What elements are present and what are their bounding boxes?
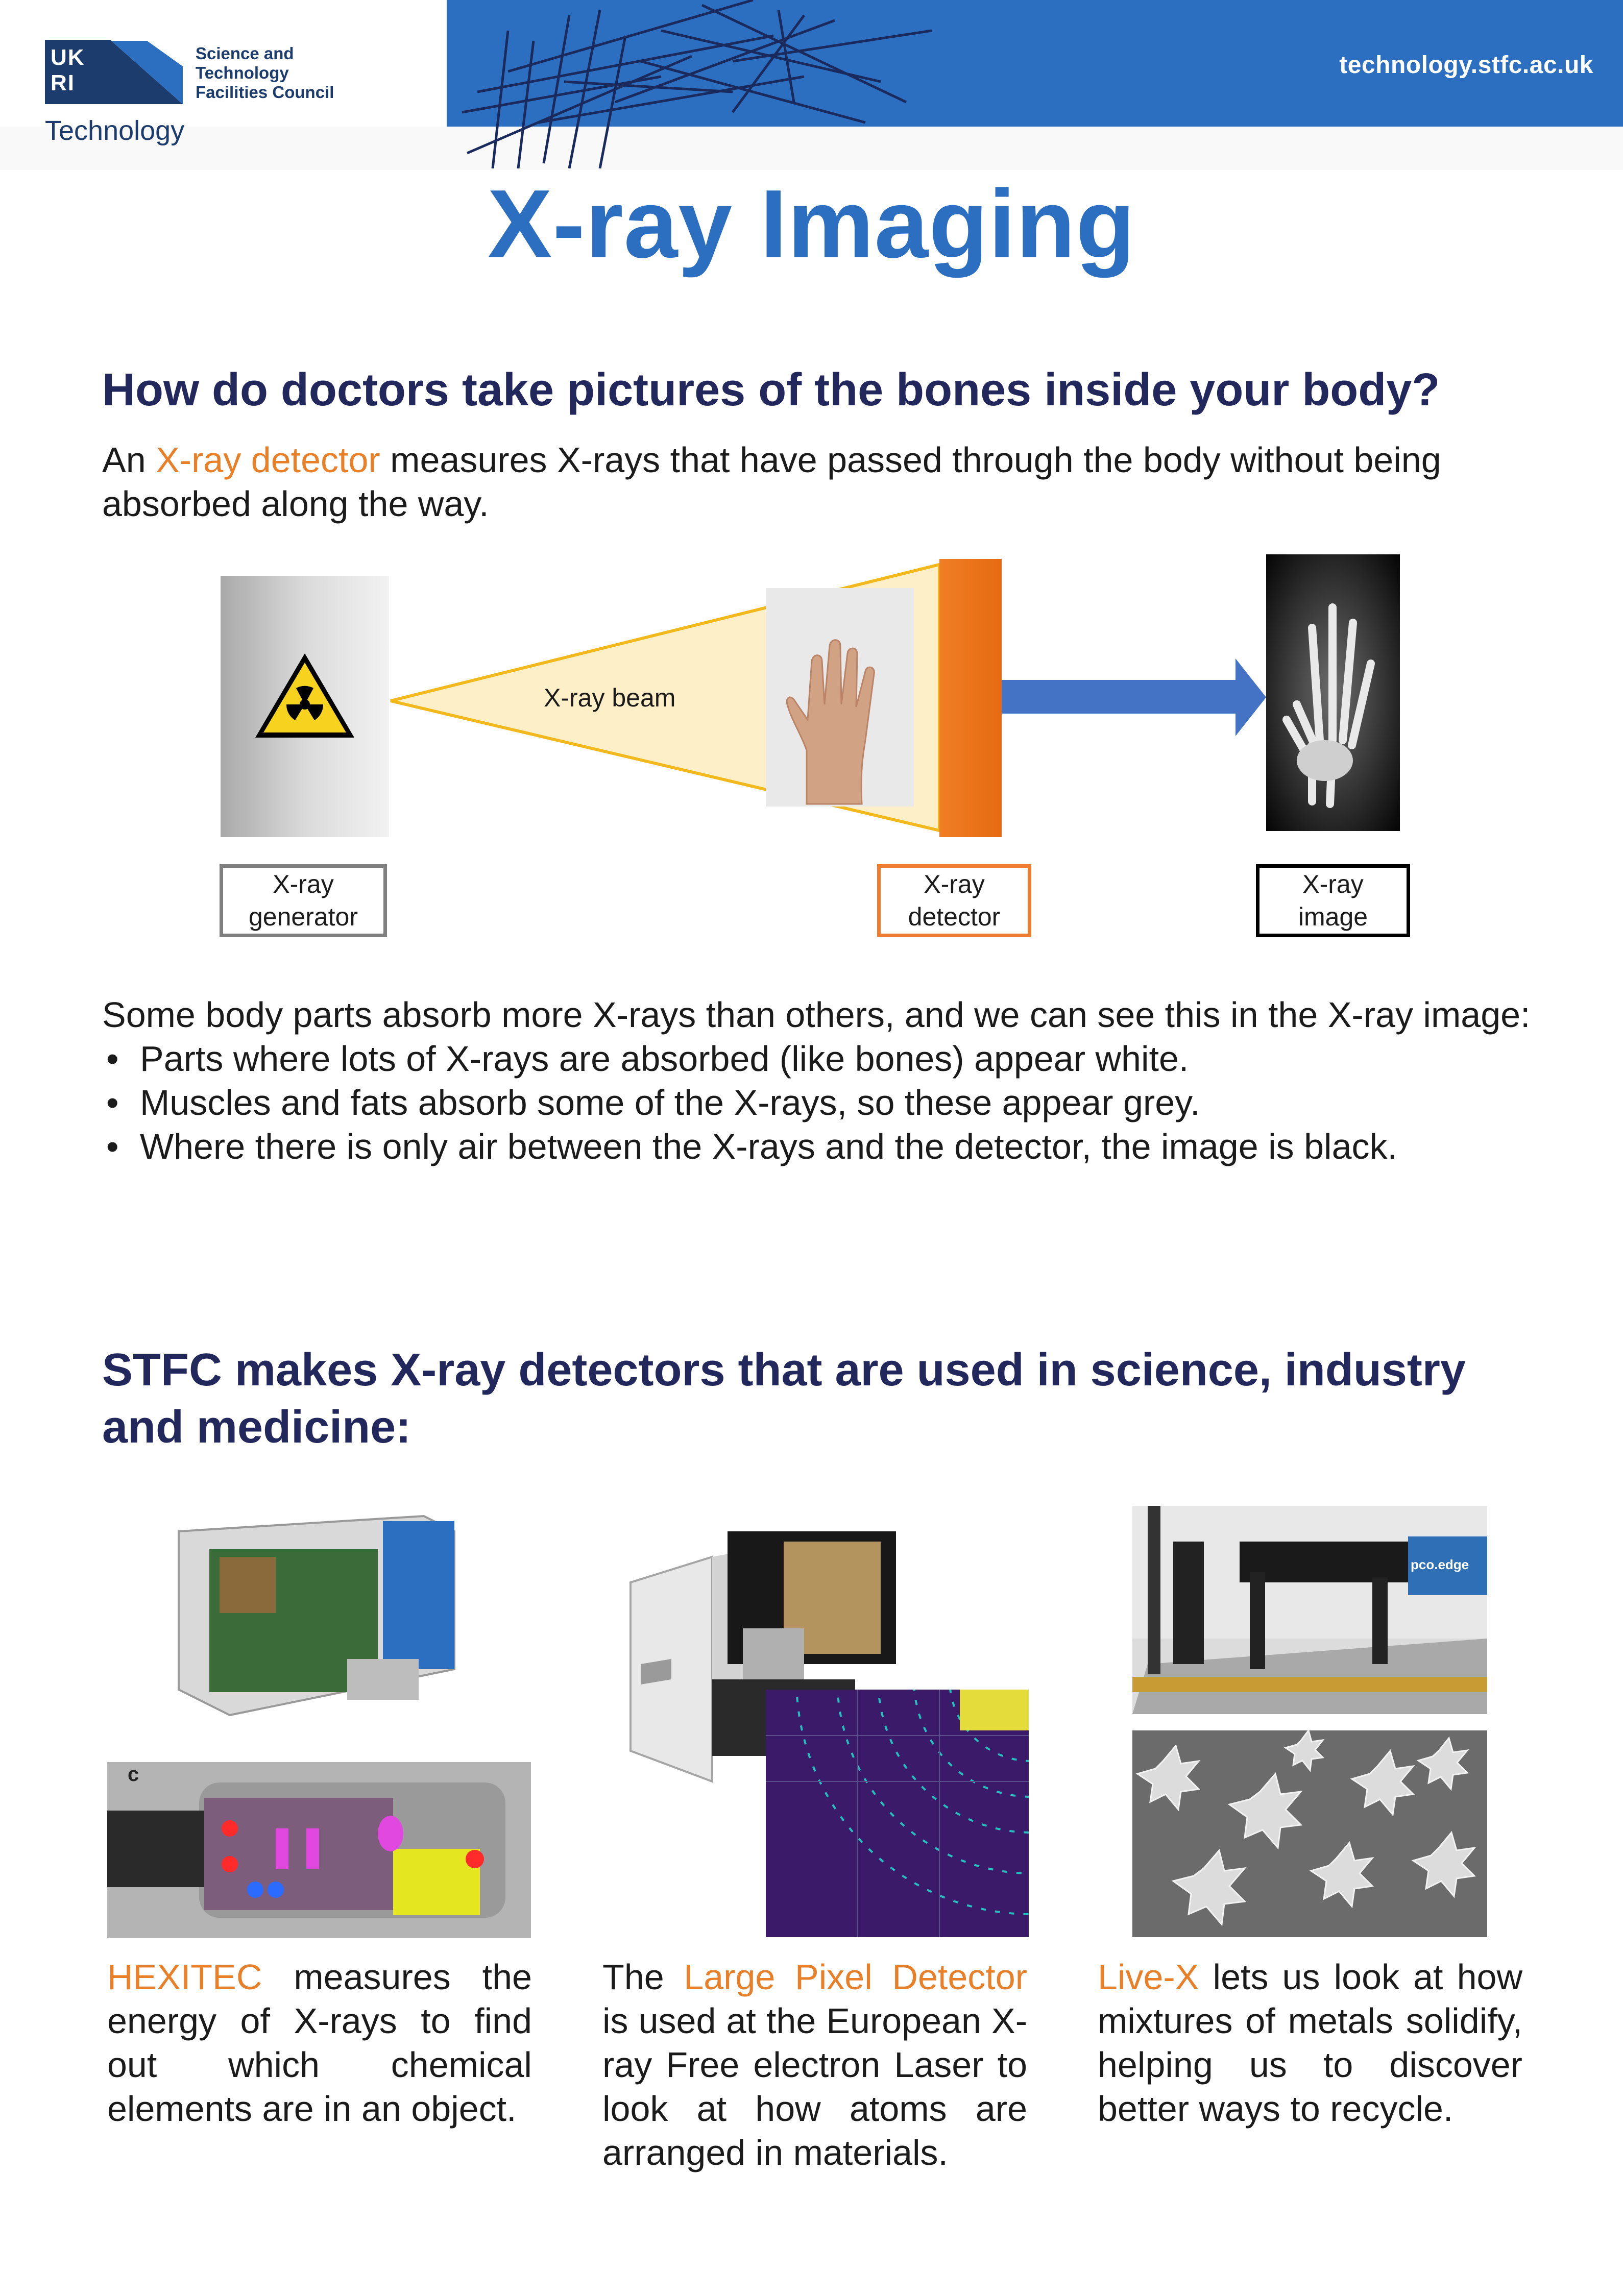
council-line: Science and: [196, 44, 294, 63]
caption-rest: is used at the European X-ray Free electron Laser to look at how atoms are arranged in materials.: [602, 2001, 1027, 2172]
council-line: Facilities Council: [196, 83, 334, 102]
absorption-explanation: [102, 993, 1532, 1168]
absorption-list: [102, 1037, 1532, 1168]
ukri-logo: [51, 45, 85, 96]
technology-label: Technology: [45, 115, 185, 146]
site-url[interactable]: technology.stfc.ac.uk: [1339, 52, 1593, 79]
hexitec-caption: [107, 1955, 532, 2131]
header-banner: [447, 0, 1623, 127]
generator-label-line: generator: [248, 902, 358, 931]
detector-label: [877, 864, 1031, 937]
council-name: [196, 44, 334, 102]
caption-highlight: HEXITEC: [107, 1957, 262, 1997]
image-label-line: image: [1298, 902, 1368, 931]
livex-lab-photo: [1132, 1506, 1487, 1714]
logo-letters-top: UK: [51, 45, 85, 70]
xray-detector: [939, 559, 1002, 837]
decorative-lines: [447, 0, 1623, 168]
caption-highlight: Large Pixel Detector: [684, 1957, 1027, 1997]
xray-diagram: [214, 551, 1409, 944]
beam-label: X-ray beam: [544, 683, 676, 712]
hand-photo: [766, 588, 914, 807]
list-item: • Where there is only air between the X-rays and the detector, the image is black.: [102, 1125, 1532, 1168]
detector-label-line: detector: [908, 902, 1001, 931]
intro-prefix: An: [102, 440, 156, 480]
caption-highlight: Live-X: [1098, 1957, 1199, 1997]
intro-highlight: X-ray detector: [156, 440, 380, 480]
absorption-intro: Some body parts absorb more X-rays than others, and we can see this in the X-ray image:: [102, 995, 1531, 1035]
generator-label: [220, 864, 387, 937]
council-line: Technology: [196, 63, 289, 82]
image-label: [1256, 864, 1410, 937]
lpd-caption: [602, 1955, 1027, 2175]
hexitec-device-photo: [168, 1501, 480, 1733]
intro-paragraph: [102, 438, 1532, 526]
diffraction-pattern-image: [766, 1690, 1029, 1937]
intro-rest: measures X-rays that have passed through the body without being absorbed along the way.: [102, 440, 1441, 524]
caption-rest: lets us look at how mixtures of metals solidify, helping us to discover better ways to recycle.: [1098, 1957, 1522, 2129]
arrow-icon: [1002, 658, 1266, 736]
section-heading-doctors: How do doctors take pictures of the bones inside your body?: [102, 364, 1440, 416]
hexitec-xray-image: [107, 1762, 531, 1938]
livex-caption: [1098, 1955, 1522, 2131]
list-item: • Parts where lots of X-rays are absorbed (like bones) appear white.: [102, 1037, 1532, 1081]
ukri-logo-triangle: [111, 31, 188, 107]
metal-dendrite-image: [1132, 1730, 1487, 1937]
caption-prefix: The: [602, 1957, 684, 1997]
page-title: X-ray Imaging: [487, 170, 1136, 278]
detector-label-line: X-ray: [924, 870, 985, 898]
caption-rest: measures the energy of X-rays to find out which chemical elements are in an object.: [107, 1957, 532, 2129]
generator-label-line: X-ray: [273, 870, 334, 898]
xray-hand-image: [1266, 554, 1400, 831]
camera-brand: pco.edge: [1411, 1557, 1469, 1572]
logo-letters-bottom: RI: [51, 70, 75, 95]
section-heading-stfc: STFC makes X-ray detectors that are used in science, industry and medicine:: [102, 1345, 1466, 1453]
figure-letter: c: [128, 1763, 139, 1786]
list-item: • Muscles and fats absorb some of the X-rays, so these appear grey.: [102, 1081, 1532, 1125]
image-label-line: X-ray: [1302, 870, 1364, 898]
